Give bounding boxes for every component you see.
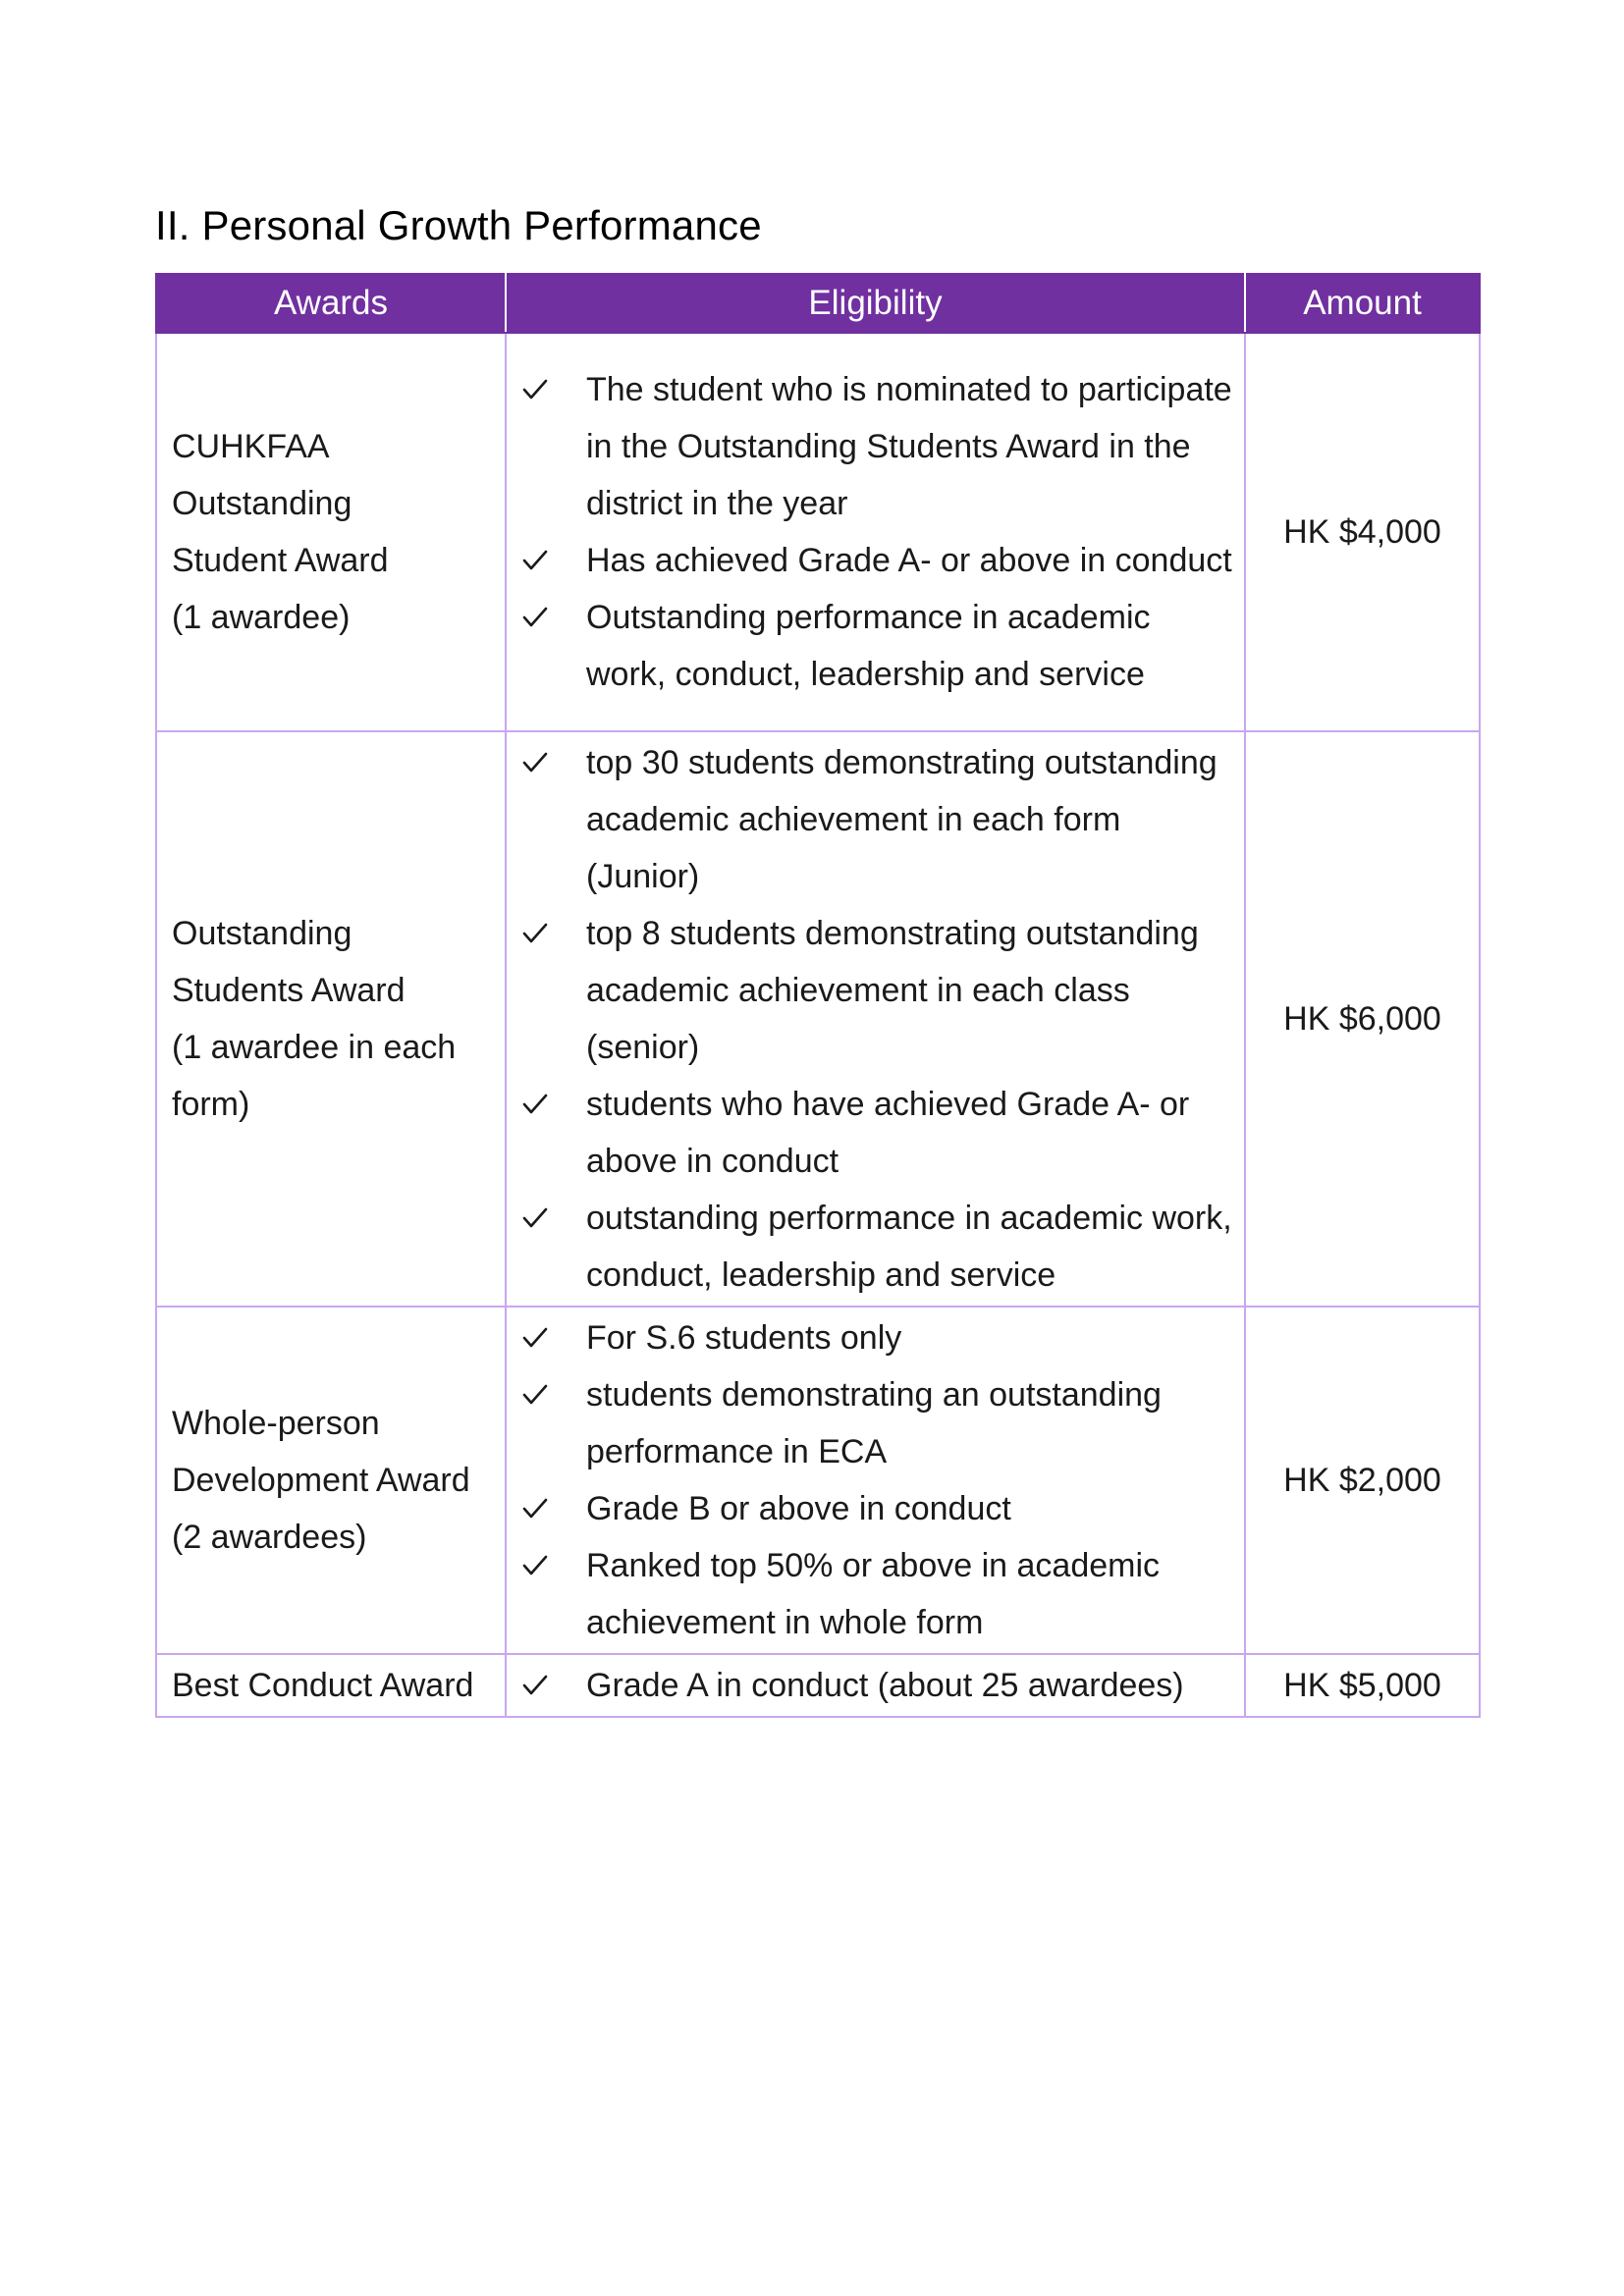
header-eligibility: Eligibility <box>506 274 1245 333</box>
amount-cell: HK $6,000 <box>1245 731 1480 1307</box>
award-name-line: Student Award <box>172 542 389 579</box>
header-amount: Amount <box>1245 274 1480 333</box>
checkmark-icon <box>520 1480 550 1537</box>
checkmark-icon <box>520 1537 550 1594</box>
criteria-list <box>520 1657 1234 1714</box>
criteria-text: Grade A in conduct (about 25 awardees) <box>586 1667 1184 1704</box>
award-name-line: Best Conduct Award <box>172 1667 474 1704</box>
criteria-item <box>520 734 1234 905</box>
table-row <box>156 731 1480 1307</box>
criteria-text: students who have achieved Grade A- or above in conduct <box>586 1086 1190 1180</box>
eligibility-cell <box>506 1654 1245 1717</box>
award-name-line: (1 awardee) <box>172 599 351 636</box>
criteria-text: top 30 students demonstrating outstanding academic achievement in each form (Junior) <box>586 744 1218 895</box>
header-awards: Awards <box>156 274 506 333</box>
criteria-list <box>520 1309 1234 1651</box>
amount-cell: HK $4,000 <box>1245 333 1480 731</box>
criteria-item <box>520 1190 1234 1304</box>
award-name-line: Students Award <box>172 972 406 1009</box>
criteria-text: outstanding performance in academic work, conduct, leadership and service <box>586 1200 1232 1294</box>
award-name-line: (1 awardee in each <box>172 1029 457 1066</box>
criteria-item <box>520 1537 1234 1651</box>
checkmark-icon <box>520 1190 550 1247</box>
checkmark-icon <box>520 734 550 791</box>
award-name-cell <box>156 1307 506 1654</box>
criteria-item <box>520 1480 1234 1537</box>
award-name-line: Outstanding <box>172 915 352 952</box>
criteria-text: Ranked top 50% or above in academic achievement in whole form <box>586 1547 1161 1641</box>
award-name-line: Development Award <box>172 1462 470 1499</box>
criteria-text: top 8 students demonstrating outstanding academic achievement in each class (senior) <box>586 915 1199 1066</box>
criteria-list <box>520 361 1234 703</box>
criteria-text: For S.6 students only <box>586 1319 902 1357</box>
criteria-item <box>520 1076 1234 1190</box>
criteria-list <box>520 734 1234 1304</box>
table-header-row <box>156 274 1480 333</box>
checkmark-icon <box>520 589 550 646</box>
award-name-line: Whole-person <box>172 1405 380 1442</box>
criteria-text: Has achieved Grade A- or above in conduct <box>586 542 1232 579</box>
criteria-item <box>520 1309 1234 1366</box>
checkmark-icon <box>520 1309 550 1366</box>
table-row <box>156 1654 1480 1717</box>
checkmark-icon <box>520 1657 550 1714</box>
award-name-line: (2 awardees) <box>172 1519 367 1556</box>
section-title: II. Personal Growth Performance <box>155 202 762 248</box>
criteria-item <box>520 532 1234 589</box>
eligibility-cell <box>506 731 1245 1307</box>
criteria-text: The student who is nominated to participate in the Outstanding Students Award in the district in the year <box>586 371 1232 522</box>
criteria-item <box>520 1657 1234 1714</box>
amount-cell: HK $2,000 <box>1245 1307 1480 1654</box>
eligibility-cell <box>506 333 1245 731</box>
awards-table <box>155 273 1481 1718</box>
amount-cell: HK $5,000 <box>1245 1654 1480 1717</box>
table-row <box>156 1307 1480 1654</box>
award-name-cell <box>156 333 506 731</box>
table-row <box>156 333 1480 731</box>
checkmark-icon <box>520 1076 550 1133</box>
award-name-cell <box>156 1654 506 1717</box>
checkmark-icon <box>520 361 550 418</box>
eligibility-cell <box>506 1307 1245 1654</box>
criteria-text: Outstanding performance in academic work, conduct, leadership and service <box>586 599 1151 693</box>
criteria-text: students demonstrating an outstanding performance in ECA <box>586 1376 1162 1470</box>
criteria-item <box>520 1366 1234 1480</box>
award-name-line: CUHKFAA <box>172 428 330 465</box>
criteria-item <box>520 905 1234 1076</box>
criteria-item <box>520 589 1234 703</box>
criteria-text: Grade B or above in conduct <box>586 1490 1011 1527</box>
award-name-cell <box>156 731 506 1307</box>
award-name-line: Outstanding <box>172 485 352 522</box>
checkmark-icon <box>520 905 550 962</box>
checkmark-icon <box>520 1366 550 1423</box>
criteria-item <box>520 361 1234 532</box>
award-name-line: form) <box>172 1086 250 1123</box>
checkmark-icon <box>520 532 550 589</box>
